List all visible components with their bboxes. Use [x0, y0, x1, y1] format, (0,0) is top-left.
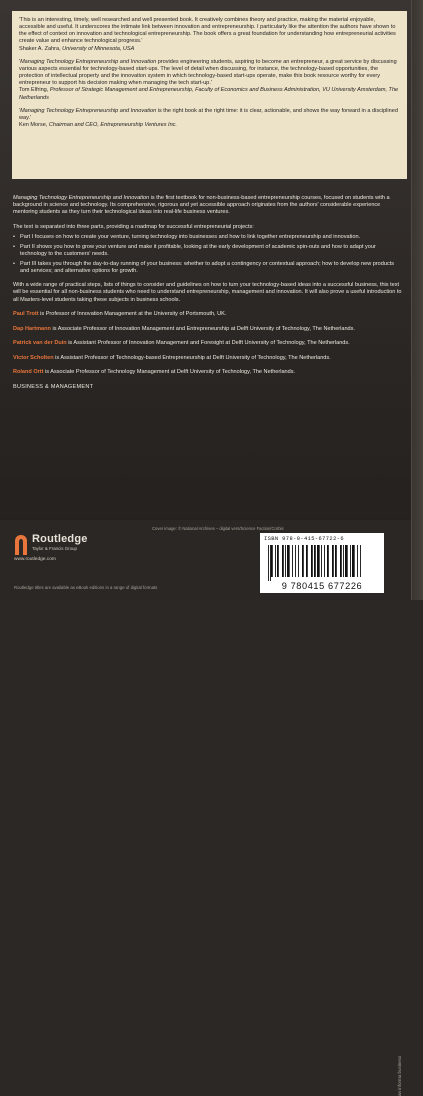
routledge-mark-icon: [14, 534, 28, 556]
barcode-panel: [260, 533, 384, 593]
author-name: Paul Trott: [13, 311, 39, 318]
author-bio: [13, 369, 403, 376]
quote-book-title: Managing Technology Entrepreneurship and Innovation: [20, 107, 157, 114]
barcode-bar: [287, 545, 290, 577]
subject-category: BUSINESS & MANAGEMENT: [13, 383, 94, 390]
endorsements-panel: [12, 11, 407, 179]
author-name: Roland Ortt: [13, 369, 44, 376]
barcode-bar: [311, 545, 313, 577]
quote-body: is the right book at the right time: it is clear, actionable, and shows the way forward in a disciplined way.': [19, 107, 398, 121]
quote-attribution: [19, 87, 400, 101]
quote-attribution: [19, 46, 400, 53]
author-bio: [13, 340, 403, 347]
barcode-bar: [298, 545, 299, 577]
author-description: is Associate Professor of Technology Management at Delft University of Technology, The Netherlands.: [45, 369, 296, 376]
quote-text: 'This is an interesting, timely, well researched and well presented book. It creatively combines theory and practice, making the material enjoyable, accessible and useful. It underscores the intimate link between innovation and entrepreneurship. I particularly like the attention the authors have shown to the effect of context on innovation and technological entrepreneurship. The book offers a great foundation for understanding how entrepreneurial activities create value and enhance technological progress.': [19, 17, 396, 45]
author-name: Victor Scholten: [13, 354, 54, 361]
barcode: [266, 545, 378, 581]
isbn: ISBN 978-0-415-67722-6: [264, 536, 344, 542]
attribution-name: Tom Elfring,: [19, 87, 49, 94]
barcode-bar: [295, 545, 296, 577]
parts-intro: The text is separated into three parts, providing a roadmap for successful entrepreneurial projects:: [13, 223, 254, 230]
author-name: Patrick van der Duin: [13, 340, 67, 347]
barcode-bar: [350, 545, 351, 577]
quote-text: 'Managing Technology Entrepreneurship and Innovation provides engineering students, aspiring to become an entrepreneur, a great service by discussing various aspects essential for technology-based start-ups. The level of detail when discussing, for instance, the technology-based opportunities, the protection of intellectual property and the innovation system in which technology-based start-ups operate, make this book resource worthy for every entrepreneur to support his decision making when managing the tech start-up.': [19, 58, 397, 87]
barcode-bar: [352, 545, 355, 577]
blurb: [13, 195, 403, 391]
attribution-name: Shaker A. Zahra,: [19, 45, 61, 52]
endorsement-quote: [19, 17, 400, 53]
barcode-bar: [332, 545, 334, 577]
book-title: Managing Technology Entrepreneurship and Innovation: [13, 195, 150, 201]
attribution-name: Ken Morse,: [19, 122, 48, 129]
barcode-bar: [343, 545, 344, 577]
barcode-bar: [270, 545, 271, 581]
intro-paragraph: [13, 195, 403, 216]
list-item: • Part I focuses on how to create your venture, turning technology into businesses and how to link together entrepreneurship and innovation.: [13, 234, 403, 241]
attribution-affiliation: Professor of Strategic Management and Entrepreneurship, Faculty of Economics and Business Administration, VU University Amsterdam, The Netherlands: [19, 87, 399, 101]
parts-list: [13, 234, 403, 275]
author-description: is Professor of Innovation Management at the University of Portsmouth, UK.: [40, 311, 227, 318]
intro-text: is the first textbook for non-business-based entrepreneurship courses, focused on students with a background in science and technology. Its comprehensive, rigorous and yet accessible approach originates from the authors' considerable experience mentoring students as they turn their technological ideas into real-life business ventures.: [13, 195, 390, 216]
attribution-affiliation: University of Minnesota, USA: [62, 45, 135, 52]
quote-body: provides engineering students, aspiring to become an entrepreneur, a great service by discussing various aspects essential for technology-based start-ups. The level of detail when discussing, for instance, the technology-based opportunities, the protection of intellectual property and the innovation system in which technology-based start-ups operate, make this book resource worthy for every entrepreneur to support his decision making when managing the tech start-up.': [19, 58, 397, 87]
vertical-brand-text: an informa business: [397, 1055, 402, 1096]
list-item: • Part III takes you through the day-to-day running of your business: whether to adopt a contingency or contextual approach; how to develop new products and services; and alternative options for growth.: [13, 261, 403, 275]
informa-brand: [395, 1052, 403, 1096]
barcode-bar: [314, 545, 316, 577]
barcode-bar: [271, 545, 273, 577]
barcode-bar: [277, 545, 279, 577]
barcode-bar: [357, 545, 358, 577]
barcode-bar: [285, 545, 286, 577]
footer: [0, 520, 412, 1096]
publisher-website: www.routledge.com: [14, 557, 56, 562]
barcode-bar: [327, 545, 329, 577]
closing-paragraph: With a wide range of practical steps, lists of things to consider and guidelines on how to turn your technology-based ideas into a successful business, this text will be essential for all non-business students who need to understand entrepreneurship, management and innovation. It will also prove a useful introduction to all Masters-level students taking these subjects in business schools.: [13, 282, 402, 303]
quote-attribution: [19, 122, 400, 129]
author-description: is Associate Professor of Innovation Management and Entrepreneurship at Delft University of Technology, The Netherlands.: [52, 325, 355, 332]
quote-text: 'Managing Technology Entrepreneurship and Innovation is the right book at the right time: it is clear, actionable, and shows the way forward in a disciplined way.': [19, 107, 398, 121]
ebook-note: Routledge titles are available as eBook editions in a range of digital formats: [14, 585, 158, 590]
barcode-bar: [324, 545, 325, 577]
barcode-bar: [345, 545, 348, 577]
publisher-group: Taylor & Francis Group: [32, 546, 77, 551]
quote-book-title: Managing Technology Entrepreneurship and Innovation: [20, 58, 157, 65]
publisher-name: Routledge: [32, 533, 88, 545]
barcode-bar: [302, 545, 304, 577]
author-bio: [13, 326, 403, 333]
author-bio: [13, 311, 403, 318]
author-bio: [13, 355, 403, 362]
endorsement-quote: [19, 59, 400, 102]
barcode-bar: [317, 545, 320, 577]
barcode-bar: [306, 545, 308, 577]
ean-number: 9 780415 677226: [281, 581, 363, 591]
barcode-bar: [360, 545, 361, 577]
spine-edge: [411, 0, 423, 600]
barcode-bar: [292, 545, 293, 577]
cover-image-credit: Cover image: © National Archives – digital vers/Science Faction/Corbis: [152, 526, 284, 531]
barcode-bar: [321, 545, 322, 577]
endorsement-quote: [19, 108, 400, 129]
list-item: • Part II shows you how to grow your venture and make it profitable, looking at the early development of academic spin-outs and how to adapt your technology to the customers' needs.: [13, 244, 403, 258]
barcode-bar: [335, 545, 337, 577]
barcode-bar: [275, 545, 276, 577]
author-name: Dap Hartmann: [13, 325, 51, 332]
author-description: is Assistant Professor of Technology-based Entrepreneurship at Delft University of Technology, The Netherlands.: [55, 354, 331, 361]
barcode-bar: [268, 545, 269, 581]
attribution-affiliation: Chairman and CEO, Entrepreneurship Ventures Inc.: [48, 122, 177, 129]
author-description: is Assistant Professor of Innovation Management and Foresight at Delft University of Technology, The Netherlands.: [68, 340, 350, 347]
barcode-bar: [340, 545, 342, 577]
barcode-bar: [282, 545, 284, 577]
